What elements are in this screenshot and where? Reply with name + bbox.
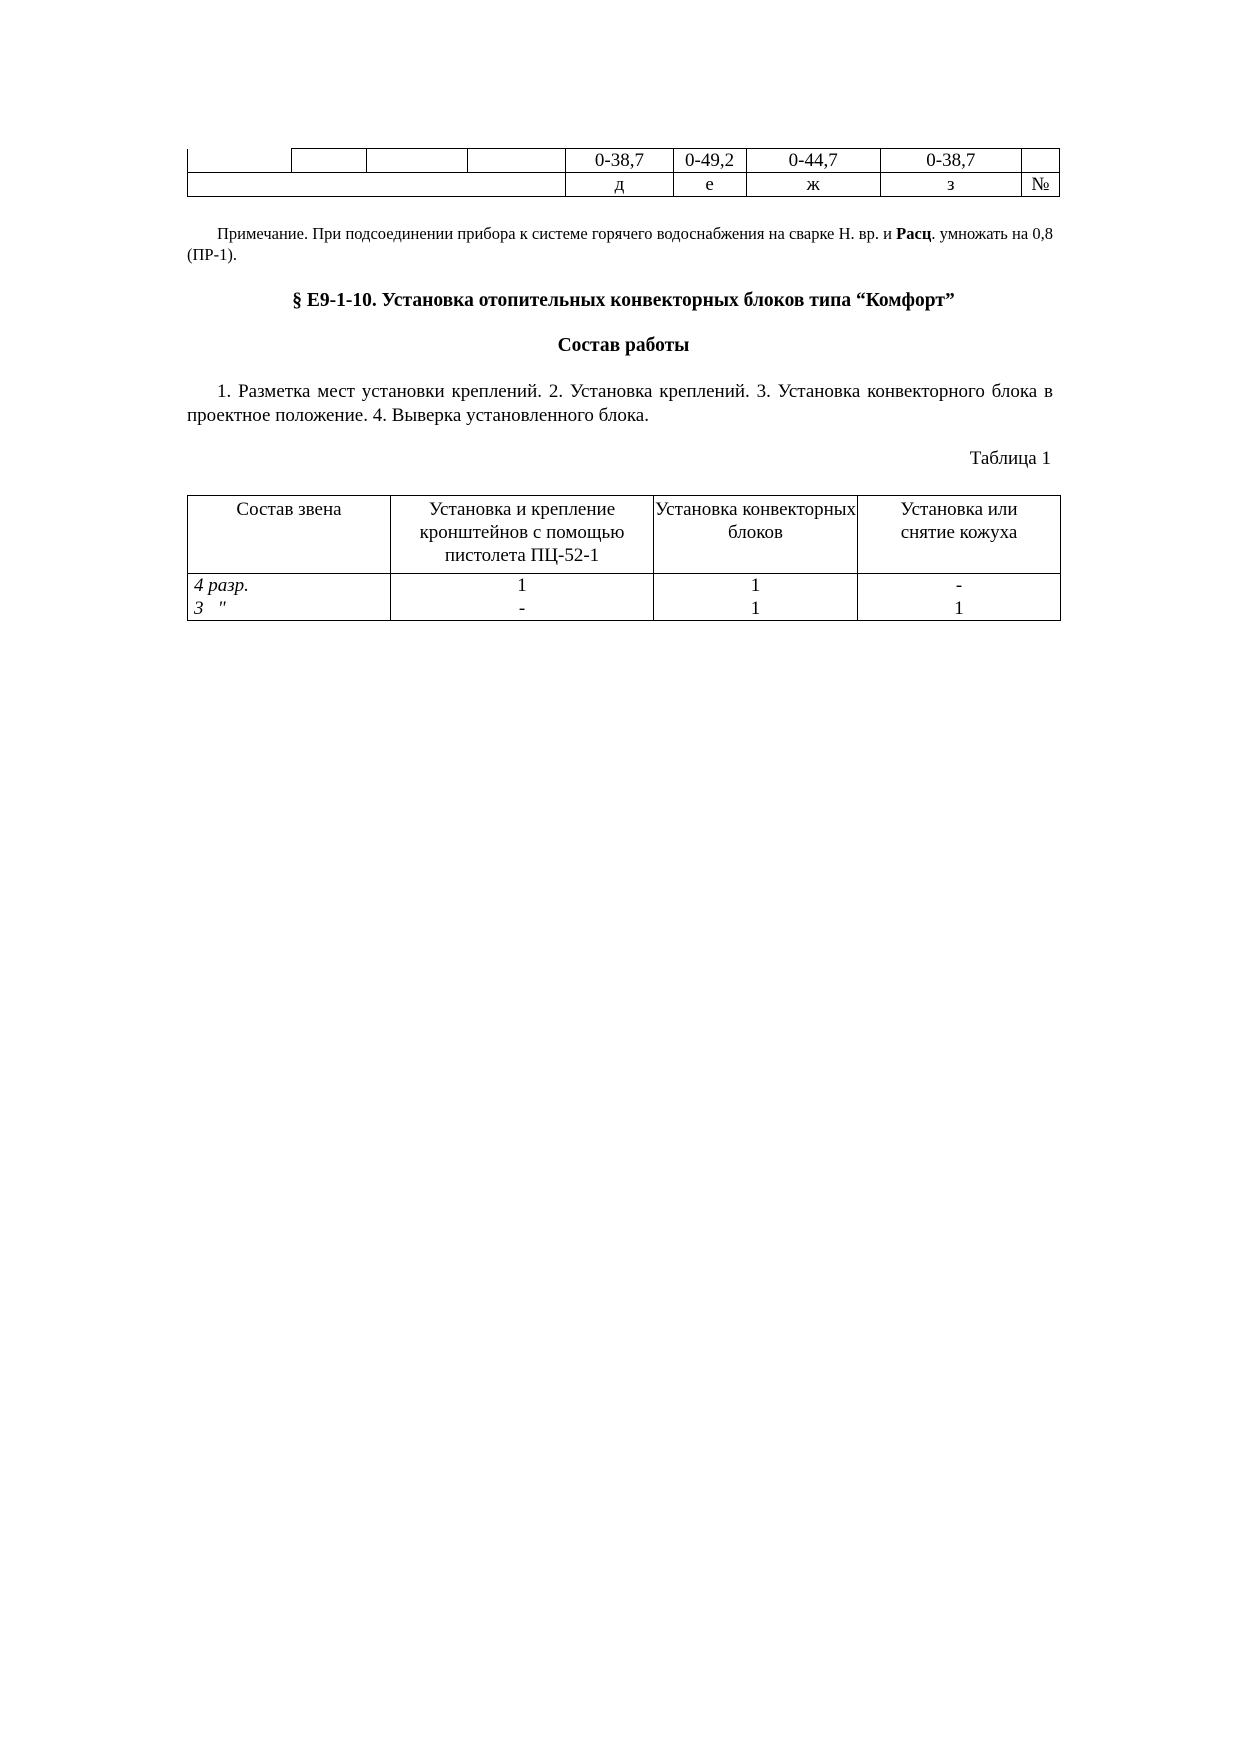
column-letter: д xyxy=(566,173,673,197)
table-caption: Таблица 1 xyxy=(969,448,1051,469)
column-header: Установка конвекторных блоков xyxy=(654,496,858,574)
table-cell: 0-49,2 xyxy=(673,149,746,173)
table-cell xyxy=(188,149,292,173)
cell-value: 1 xyxy=(750,575,761,596)
cell-value: 1 xyxy=(750,598,761,619)
table-cell: 0-38,7 xyxy=(566,149,673,173)
number-sign: № xyxy=(1021,173,1059,197)
table-cell xyxy=(858,574,1061,621)
column-header: Состав звена xyxy=(188,496,391,574)
note-bold-term: Расц xyxy=(896,224,932,243)
crew-grade: 3 " xyxy=(194,598,226,619)
cell-value: - xyxy=(955,575,963,596)
table-cell: 0-44,7 xyxy=(746,149,880,173)
crew-grade: 4 разр. xyxy=(194,575,249,596)
table-cell xyxy=(292,149,367,173)
note-text: Примечание. При подсоединении прибора к системе горячего водоснабжения на сварке Н. вр. и xyxy=(217,224,897,243)
table-cell: 0-38,7 xyxy=(880,149,1021,173)
table-cell xyxy=(1021,149,1059,173)
column-header: Установка или снятие кожуха xyxy=(858,496,1061,574)
cell-value: 1 xyxy=(517,575,527,596)
cell-value: 1 xyxy=(954,598,964,619)
column-letter: з xyxy=(880,173,1021,197)
column-letter: е xyxy=(673,173,746,197)
note-paragraph xyxy=(187,223,1053,265)
table-cell xyxy=(468,149,566,173)
column-header: Установка и крепление кронштейнов с помощью пистолета ПЦ-52-1 xyxy=(391,496,654,574)
table-header-row xyxy=(188,496,1061,574)
table-cell xyxy=(188,173,566,197)
table-cell xyxy=(367,149,468,173)
subtitle: Состав работы xyxy=(557,335,690,356)
crew-table xyxy=(187,495,1061,621)
table-row xyxy=(188,574,1061,621)
section-title: § Е9-1-10. Установка отопительных конвекторных блоков типа “Комфорт” xyxy=(292,290,955,311)
note-text-end: . умножать на 0,8 (ПР-1). xyxy=(187,224,1053,264)
cell-value: - xyxy=(518,598,526,619)
table-cell xyxy=(654,574,858,621)
table-cell xyxy=(391,574,654,621)
work-description: 1. Разметка мест установки креплений. 2. Установка креплений. 3. Установка конвекторного блока в проектное положение. 4. Выверка установленного блока. xyxy=(187,381,1053,426)
table-row xyxy=(188,149,1060,173)
continued-table xyxy=(187,148,1060,197)
column-letter: ж xyxy=(746,173,880,197)
table-row xyxy=(188,173,1060,197)
table-cell xyxy=(188,574,391,621)
